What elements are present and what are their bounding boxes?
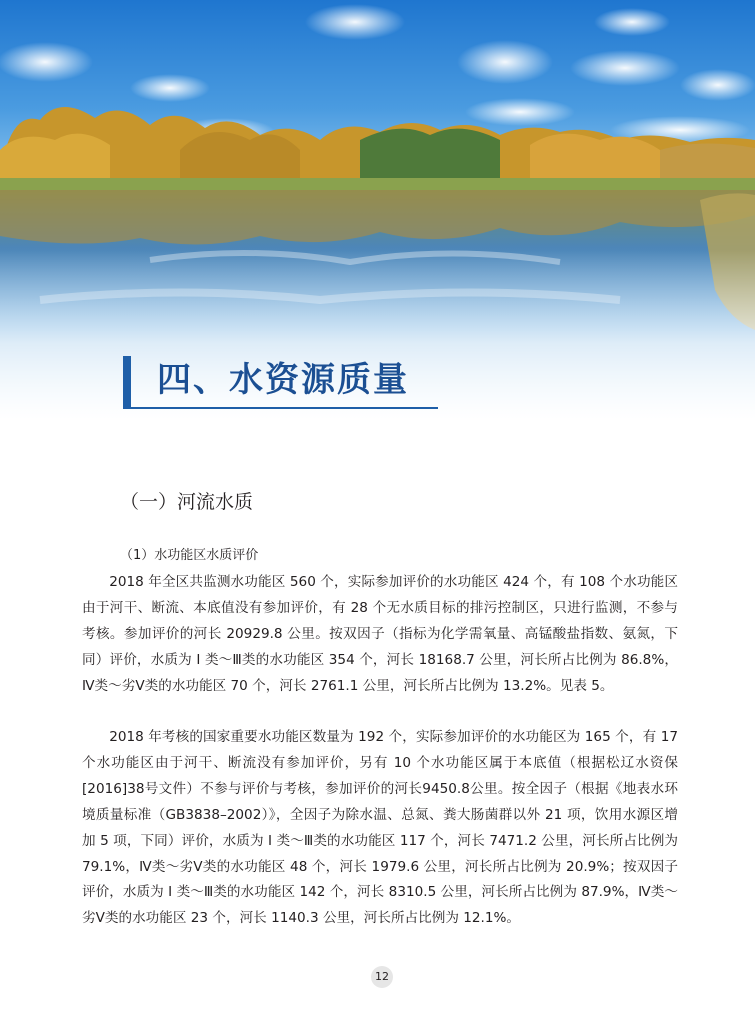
subsection-title: （1）水功能区水质评价 (120, 548, 259, 563)
page-number: 12 (371, 966, 393, 988)
chapter-accent-bar (123, 356, 131, 408)
chapter-underline (123, 407, 438, 409)
chapter-title: 四、水资源质量 (157, 360, 409, 400)
section-title: （一）河流水质 (120, 491, 254, 513)
chapter-heading (123, 352, 438, 410)
body-paragraph: 2018 年全区共监测水功能区 560 个，实际参加评价的水功能区 424 个，有 108 个水功能区由于河干、断流、本底值没有参加评价，有 28 个无水质目标的排污控制区，只进行监测，不参与考核。参加评价的河长 20929.8 公里。按双因子（指标为化学需氧量、高锰酸盐指数、氨氮，下同）评价，水质为 Ⅰ 类～Ⅲ类的水功能区 354 个，河长 18168.7 公里，河长所占比例为 86.8%，Ⅳ类～劣Ⅴ类的水功能区 70 个，河长 2761.1 公里，河长所占比例为 13.2%。见表 5。 (82, 574, 678, 694)
body-paragraph: 2018 年考核的国家重要水功能区数量为 192 个，实际参加评价的水功能区为 165 个，有 17 个水功能区由于河干、断流没有参加评价，另有 10 个水功能区属于本底值（根据松辽水资保[2016]38号文件）不参与评价与考核，参加评价的河长9450.8公里。按全因子（根据《地表水环境质量标准（GB3838–2002）》，全因子为除水温、总氮、粪大肠菌群以外 21 项，饮用水源区增加 5 项，下同）评价，水质为 Ⅰ 类～Ⅲ类的水功能区 117 个，河长 7471.2 公里，河长所占比例为 79.1%，Ⅳ类～劣Ⅴ类的水功能区 48 个，河长 1979.6 公里，河长所占比例为 20.9%；按双因子评价，水质为 Ⅰ 类～Ⅲ类的水功能区 142 个，河长 8310.5 公里，河长所占比例为 87.9%，Ⅳ类～劣Ⅴ类的水功能区 23 个，河长 1140.3 公里，河长所占比例为 12.1%。 (82, 729, 678, 927)
